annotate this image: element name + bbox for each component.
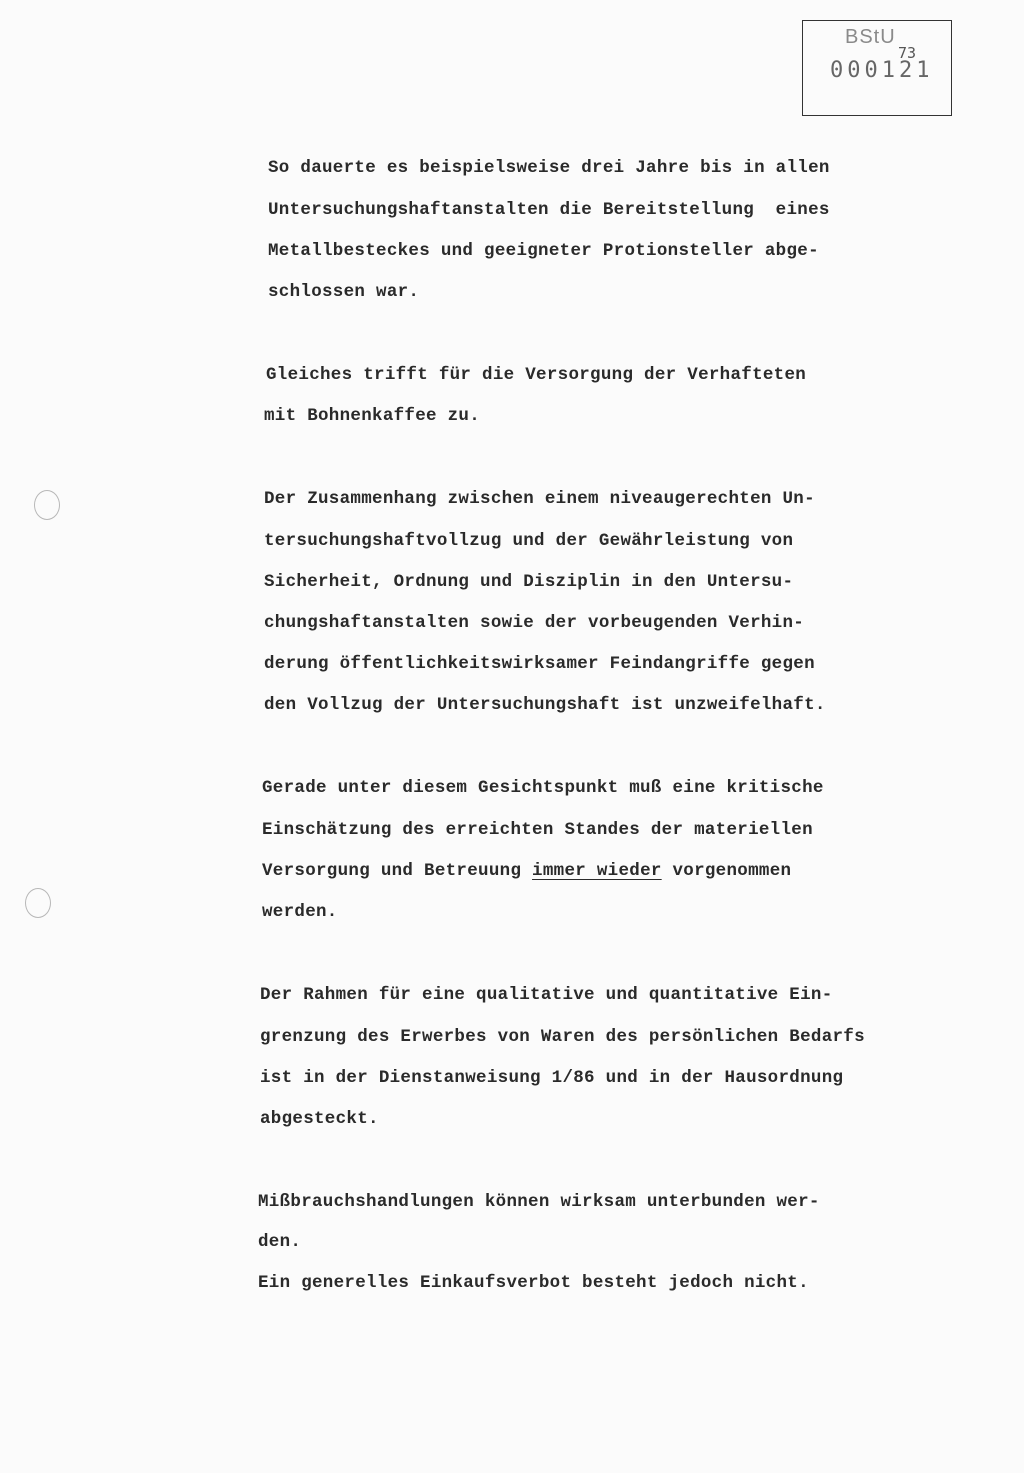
text-segment: vorgenommen <box>661 861 792 881</box>
stamp-document-number: 000121 <box>830 58 934 83</box>
text-line: derung öffentlichkeitswirksamer Feindangriffe gegen <box>264 654 815 674</box>
text-line: Gleiches trifft für die Versorgung der Verhafteten <box>266 365 807 385</box>
underlined-emphasis: immer wieder <box>532 861 662 881</box>
text-line: Sicherheit, Ordnung und Disziplin in den Untersu- <box>264 572 794 592</box>
text-line: So dauerte es beispielsweise drei Jahre bis in allen <box>268 158 830 178</box>
text-line: tersuchungshaftvollzug und der Gewährleistung von <box>264 531 794 551</box>
text-line: Der Zusammenhang zwischen einem niveaugerechten Un- <box>264 489 815 509</box>
text-line: Untersuchungshaftanstalten die Bereitstellung eines <box>268 200 830 220</box>
text-line: Gerade unter diesem Gesichtspunkt muß eine kritische <box>262 778 824 798</box>
text-line: abgesteckt. <box>260 1109 379 1129</box>
text-line: ist in der Dienstanweisung 1/86 und in der Hausordnung <box>260 1068 844 1088</box>
stamp-org-label: BStU <box>845 26 896 48</box>
punch-hole-top <box>34 490 60 520</box>
text-line-with-underline <box>262 861 791 881</box>
text-line: mit Bohnenkaffee zu. <box>264 406 481 426</box>
stamp-page-number: 73 <box>898 44 917 62</box>
punch-hole-bottom <box>25 888 51 918</box>
text-line: Der Rahmen für eine qualitative und quantitative Ein- <box>260 985 833 1005</box>
text-line: Ein generelles Einkaufsverbot besteht jedoch nicht. <box>258 1273 809 1293</box>
text-segment: Versorgung und Betreuung <box>262 861 533 881</box>
text-line: Einschätzung des erreichten Standes der materiellen <box>262 820 813 840</box>
text-line: werden. <box>262 902 338 922</box>
text-line: den. <box>258 1232 302 1252</box>
text-line: den Vollzug der Untersuchungshaft ist unzweifelhaft. <box>264 695 826 715</box>
text-line: schlossen war. <box>268 282 420 302</box>
text-line: Metallbesteckes und geeigneter Protionsteller abge- <box>268 241 819 261</box>
text-line: Mißbrauchshandlungen können wirksam unterbunden wer- <box>258 1192 820 1212</box>
text-line: chungshaftanstalten sowie der vorbeugenden Verhin- <box>264 613 805 633</box>
text-line: grenzung des Erwerbes von Waren des persönlichen Bedarfs <box>260 1027 865 1047</box>
